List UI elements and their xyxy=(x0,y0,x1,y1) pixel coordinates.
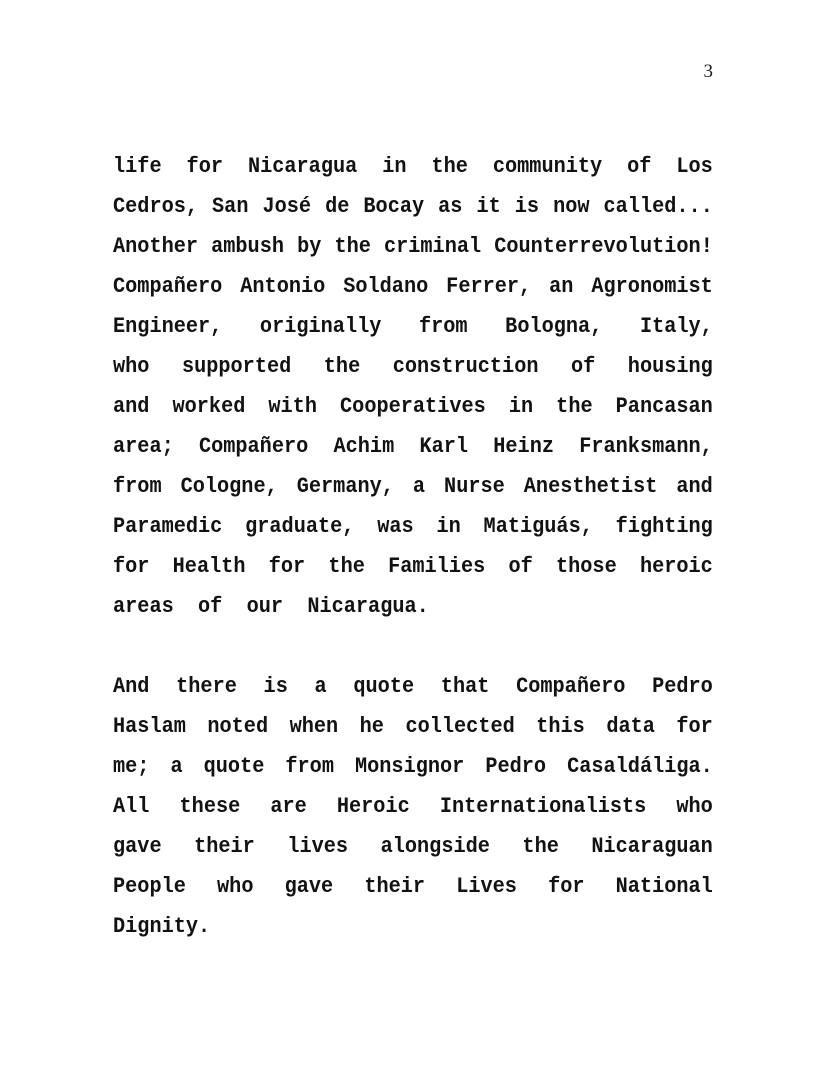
text-line: Compañero Antonio Soldano Ferrer, an Agronomist xyxy=(113,274,713,299)
text-line: Engineer, originally from Bologna, Italy, xyxy=(113,314,713,339)
text-line: areas of our Nicaragua. xyxy=(113,594,429,619)
text-line: area; Compañero Achim Karl Heinz Franksmann, xyxy=(113,434,713,459)
text-line: Paramedic graduate, was in Matiguás, fighting xyxy=(113,514,713,539)
page-number: 3 xyxy=(703,61,713,82)
text-line: for Health for the Families of those heroic xyxy=(113,554,713,579)
document-body xyxy=(113,147,713,987)
text-line: who supported the construction of housing xyxy=(113,354,713,379)
text-line: Another ambush by the criminal Counterrevolution! xyxy=(113,234,713,259)
text-line: Dignity. xyxy=(113,914,211,939)
text-line: People who gave their Lives for National xyxy=(113,874,713,899)
text-line: from Cologne, Germany, a Nurse Anesthetist and xyxy=(113,474,713,499)
paragraph xyxy=(113,667,713,947)
text-line: Haslam noted when he collected this data for xyxy=(113,714,713,739)
text-line: All these are Heroic Internationalists who xyxy=(113,794,713,819)
text-line: gave their lives alongside the Nicaraguan xyxy=(113,834,713,859)
text-line: me; a quote from Monsignor Pedro Casaldáliga. xyxy=(113,754,713,779)
text-line: and worked with Cooperatives in the Pancasan xyxy=(113,394,713,419)
text-line: life for Nicaragua in the community of Los xyxy=(113,154,713,179)
paragraph xyxy=(113,147,713,627)
text-line: And there is a quote that Compañero Pedro xyxy=(113,674,713,699)
text-line: Cedros, San José de Bocay as it is now called... xyxy=(113,194,713,219)
